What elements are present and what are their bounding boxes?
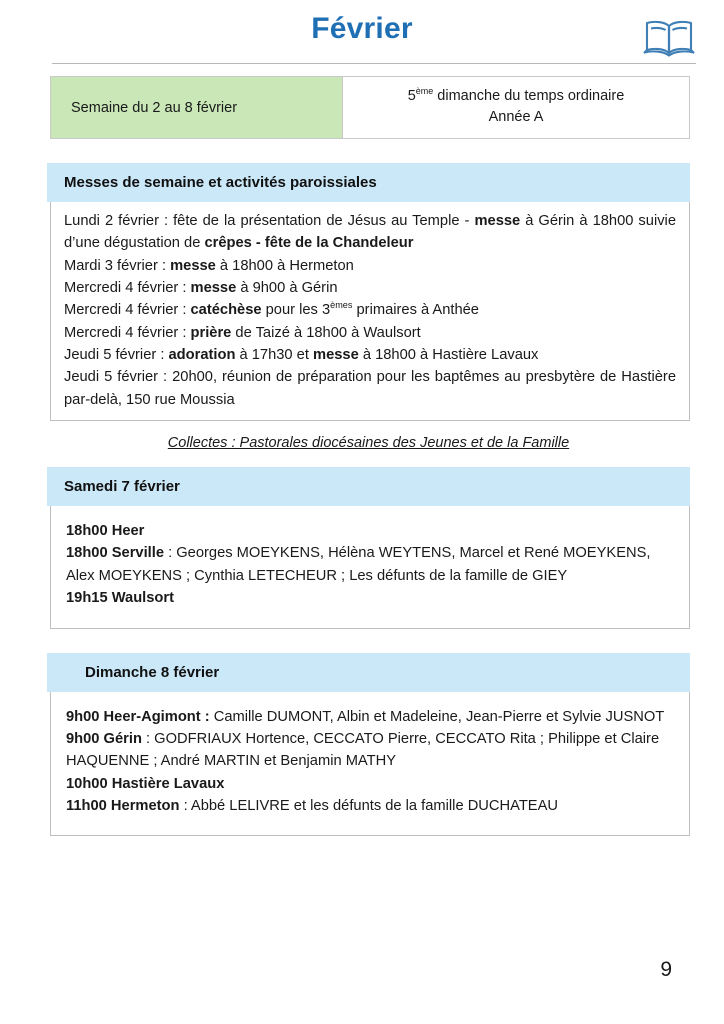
body-text: à 17h30 et xyxy=(235,347,314,364)
body-text: Mercredi 4 février : xyxy=(64,302,191,319)
schedule-entry xyxy=(66,542,676,587)
page-title: Février xyxy=(311,12,413,45)
body-text: : Abbé LELIVRE et les défunts de la famille DUCHATEAU xyxy=(179,797,558,814)
emphasis-text: 9h00 Heer-Agimont : xyxy=(66,708,210,725)
schedule-entry xyxy=(64,255,676,277)
schedule-entry xyxy=(66,520,676,542)
emphasis-text: 19h15 Waulsort xyxy=(66,590,175,607)
liturgical-day-label xyxy=(353,86,679,107)
sections-container xyxy=(0,163,724,860)
section-header: Messes de semaine et activités paroissiales xyxy=(47,163,690,202)
section-body xyxy=(50,692,690,837)
page-number: 9 xyxy=(660,958,672,981)
emphasis-text: adoration xyxy=(168,347,236,364)
section xyxy=(47,653,690,837)
body-text: : Georges MOEYKENS, Hélèna WEYTENS, Marcel et René MOEYKENS, Alex MOEYKENS ; Cynthia LETECHEUR ; Les défunts de la famille de GIEY xyxy=(66,545,651,584)
schedule-entry xyxy=(64,322,676,344)
schedule-entry xyxy=(64,344,676,366)
schedule-entry xyxy=(66,587,676,609)
schedule-entry xyxy=(64,299,676,321)
week-summary-bar xyxy=(50,76,690,139)
liturgical-year-label: Année A xyxy=(488,109,544,126)
section xyxy=(47,163,690,421)
schedule-entry xyxy=(66,706,676,728)
superscript-text: èmes xyxy=(330,300,353,311)
body-text: à Gérin à 18h00 suivie d’une dégustation de xyxy=(64,213,676,252)
header-divider xyxy=(52,63,696,64)
body-text: Lundi 2 février : fête de la présentation de Jésus au Temple - xyxy=(64,213,475,230)
body-text: Mardi 3 février : xyxy=(64,257,171,274)
sunday-ordinal-suffix: ème xyxy=(415,86,434,97)
body-text: à 9h00 à Gérin xyxy=(236,280,338,297)
schedule-entry xyxy=(66,773,676,795)
week-range-label: Semaine du 2 au 8 février xyxy=(71,99,238,116)
sunday-label: dimanche du temps ordinaire xyxy=(433,88,625,104)
liturgical-day-cell xyxy=(343,77,689,138)
body-text: Jeudi 5 février : xyxy=(64,347,169,364)
body-text: primaires à Anthée xyxy=(352,302,479,319)
body-text: à 18h00 à Hastière Lavaux xyxy=(358,347,539,364)
section-body xyxy=(50,506,690,628)
emphasis-text: prière xyxy=(190,324,232,341)
body-text: de Taizé à 18h00 à Waulsort xyxy=(231,324,421,341)
schedule-entry xyxy=(64,277,676,299)
body-text: : GODFRIAUX Hortence, CECCATO Pierre, CECCATO Rita ; Philippe et Claire HAQUENNE ; André MARTIN et Benjamin MATHY xyxy=(66,730,660,770)
section-body xyxy=(50,202,690,421)
emphasis-text: messe xyxy=(313,347,359,364)
emphasis-text: messe xyxy=(170,257,216,274)
week-range-cell xyxy=(51,77,343,138)
emphasis-text: 11h00 Hermeton xyxy=(66,797,180,814)
emphasis-text: messe xyxy=(190,280,237,297)
collectes-text: Collectes : Pastorales diocésaines des Jeunes et de la Famille xyxy=(167,435,570,452)
sunday-ordinal: 5 xyxy=(407,88,416,104)
open-book-icon xyxy=(642,18,696,58)
schedule-entry xyxy=(66,795,676,817)
emphasis-text: 18h00 Serville xyxy=(66,545,164,562)
emphasis-text: catéchèse xyxy=(190,302,262,319)
page-header xyxy=(0,0,724,66)
emphasis-text: 9h00 Gérin xyxy=(66,730,142,747)
body-text: Mercredi 4 février : xyxy=(64,324,191,341)
schedule-entry xyxy=(64,210,676,255)
emphasis-text: 10h00 Hastière Lavaux xyxy=(66,775,225,792)
body-text: pour les 3 xyxy=(261,302,331,319)
section-header: Dimanche 8 février xyxy=(47,653,690,692)
body-text: à 18h00 à Hermeton xyxy=(215,257,354,274)
emphasis-text: 18h00 Heer xyxy=(66,523,145,540)
schedule-entry xyxy=(66,728,676,773)
emphasis-text: crêpes - fête de la Chandeleur xyxy=(204,235,414,252)
emphasis-text: messe xyxy=(474,213,521,230)
collectes-note xyxy=(47,435,690,451)
body-text: Mercredi 4 février : xyxy=(64,280,191,297)
section-header: Samedi 7 février xyxy=(47,467,690,506)
body-text: Camille DUMONT, Albin et Madeleine, Jean-Pierre et Sylvie JUSNOT xyxy=(209,708,665,725)
schedule-entry xyxy=(64,366,676,411)
spacer xyxy=(0,629,724,653)
section xyxy=(47,467,690,628)
spacer xyxy=(0,836,724,860)
body-text: Jeudi 5 février : 20h00, réunion de préparation pour les baptêmes au presbytère de Hastière par-delà, 150 rue Moussia xyxy=(64,369,676,408)
